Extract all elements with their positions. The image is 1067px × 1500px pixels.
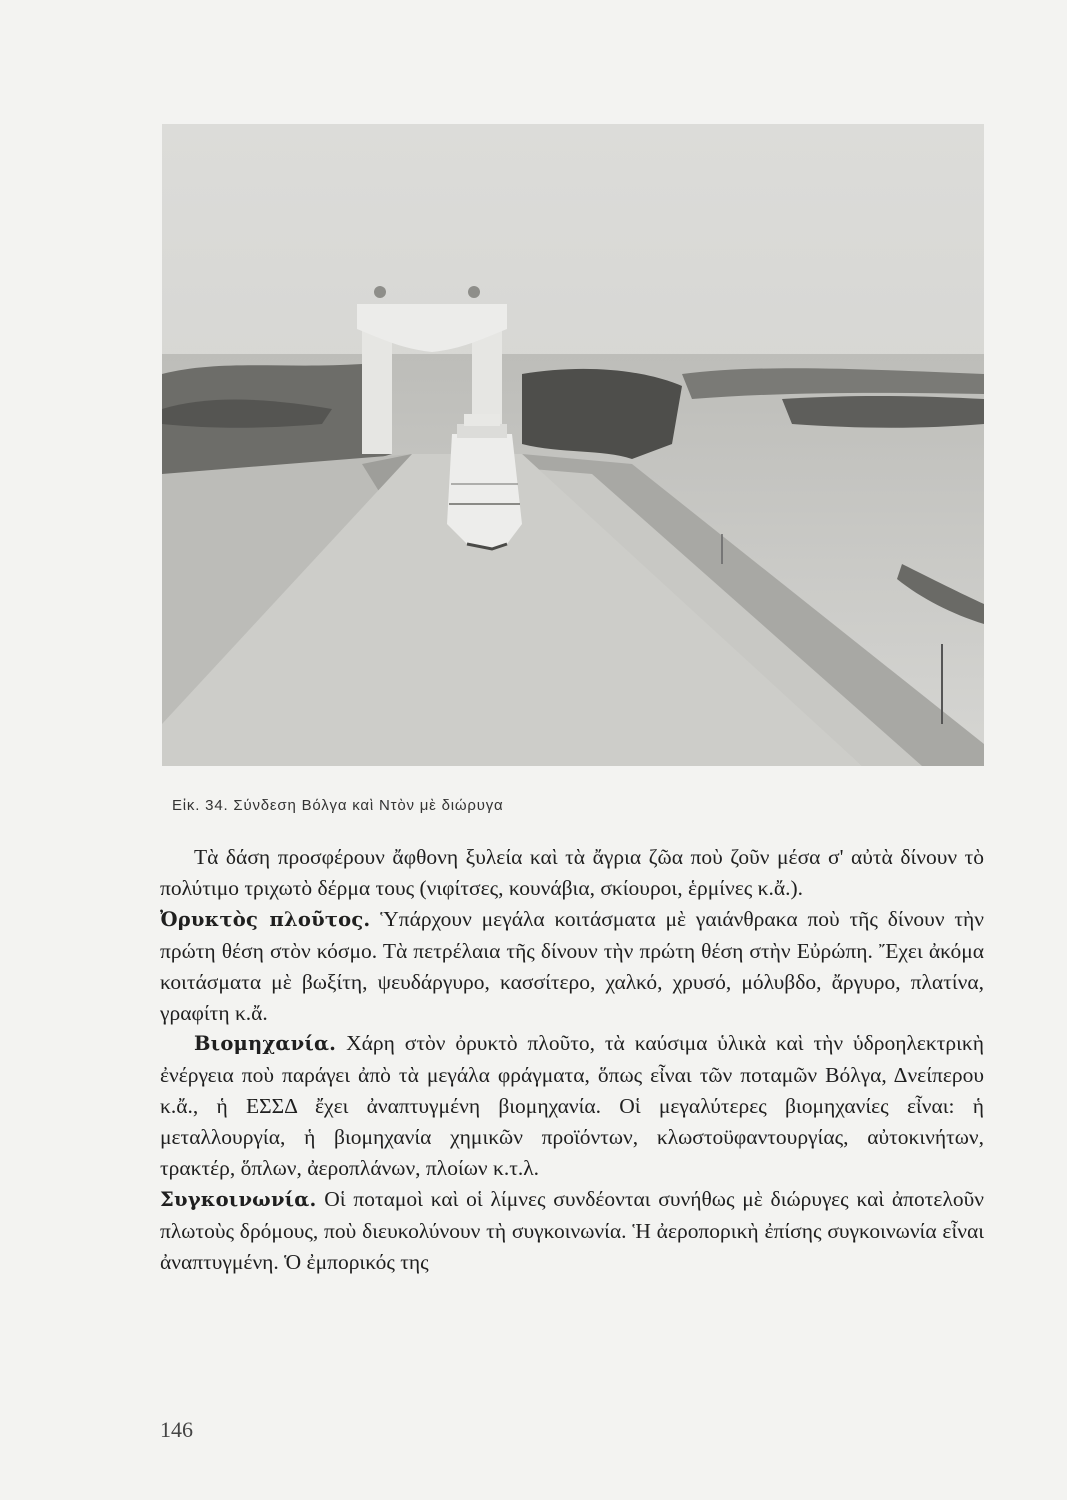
paragraph-text: Οἱ ποταμοὶ καὶ οἱ λίμνες συνδέονται συνήθως μὲ διώρυγες καὶ ἀποτελοῦν πλωτοὺς δρόμους, ποὺ διευκολύνουν τὴ συγκοινωνία. Ἡ ἀεροπορικὴ ἐπίσης συγκοινωνία εἶναι ἀναπτυγμένη. Ὁ ἐμπορικός της: [160, 1186, 984, 1274]
canal-photo-illustration: [162, 124, 984, 766]
page-number: 146: [160, 1417, 193, 1442]
paragraph-text: Ὑπάρχουν μεγάλα κοιτάσματα μὲ γαιάνθρακα ποὺ τῆς δίνουν τὴν πρώτη θέση στὸν κόσμο. Τὰ πετρέλαια τῆς δίνουν τὴν πρώτη θέση στὴν Εὐρώπη. Ἔχει ἀκόμα κοιτάσματα μὲ βωξίτη, ψευδάργυρο, κασσίτερο, χαλκό, χρυσό, μόλυβδο, ἄργυρο, πλατίνα, γραφίτη κ.ἄ.: [160, 906, 985, 1025]
paragraph-text: Χάρη στὸν ὀρυκτὸ πλοῦτο, τὰ καύσιμα ὑλικὰ καὶ τὴν ὑδροηλεκτρικὴ ἐνέργεια ποὺ παράγει ἀπὸ τὰ μεγάλα φράγματα, ὅπως εἶναι τῶν ποταμῶν Βόλγα, Δνείπερου κ.ἄ., ἡ ΕΣΣΔ ἔχει ἀναπτυγμένη βιομηχανία. Οἱ μεγαλύτερες βιομηχανίες εἶναι: ἡ μεταλλουργία, ἡ βιομηχανία χημικῶν προϊόντων, κλωστοϋφαντουργίας, αὐτοκινήτων, τρακτέρ, ὅπλων, ἀεροπλάνων, πλοίων κ.τ.λ.: [160, 1031, 984, 1181]
body-text: [160, 842, 984, 1278]
paragraph-text: Τὰ δάση προσφέρουν ἄφθονη ξυλεία καὶ τὰ ἄγρια ζῶα ποὺ ζοῦν μέσα σ' αὐτὰ δίνουν τὸ πολύτιμο τριχωτὸ δέρμα τους (νιφίτσες, κουνάβια, σκίουροι, ἑρμίνες κ.ἄ.).: [160, 845, 984, 900]
figure-caption: Εἰκ. 34. Σύνδεση Βόλγα καὶ Ντὸν μὲ διώρυγα: [172, 797, 504, 814]
paragraph-forests: [160, 842, 984, 904]
paragraph-heading: Συγκοινωνία.: [160, 1187, 317, 1211]
paragraph-heading: Βιομηχανία.: [194, 1032, 337, 1056]
paragraph-heading: Ὀρυκτὸς πλοῦτος.: [160, 907, 371, 931]
figure-photo: [162, 124, 984, 766]
paragraph-minerals: [160, 904, 984, 1029]
paragraph-industry: [160, 1028, 984, 1184]
paragraph-transport: [160, 1184, 984, 1278]
